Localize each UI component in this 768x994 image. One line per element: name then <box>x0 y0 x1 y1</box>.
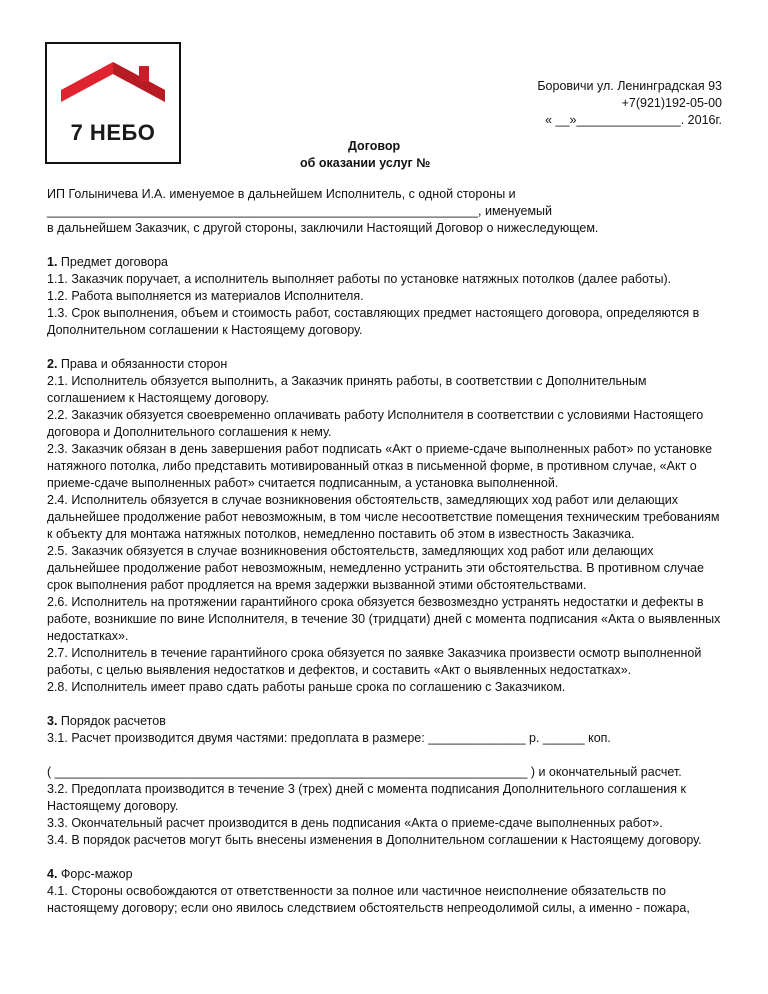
intro-line-1: ИП Голыничева И.А. именуемое в дальнейшем Исполнитель, с одной стороны и <box>47 187 516 201</box>
logo-name: 7 НЕБО <box>70 120 156 145</box>
section-number: 4. <box>47 867 58 881</box>
section-title: Предмет договора <box>57 255 168 269</box>
amount-in-words-line: ( ____________________________________________________________________ ) и окончательный расчет. <box>47 765 682 779</box>
section-title: Права и обязанности сторон <box>57 357 228 371</box>
address-phone: +7(921)192-05-00 <box>621 96 722 110</box>
clause: 2.1. Исполнитель обязуется выполнить, а Заказчик принять работы, в соответствии с Дополнительным соглашением к Настоящему договору. <box>47 374 647 405</box>
address-block <box>537 78 722 129</box>
clause: 3.1. Расчет производится двумя частями: предоплата в размере: ______________ р. ______ коп. <box>47 731 611 745</box>
contract-date: « __»_______________. 2016г. <box>545 113 722 127</box>
clause: 1.3. Срок выполнения, объем и стоимость работ, составляющих предмет настоящего договора, определяются в Дополнительном соглашении к Настоящему договору. <box>47 306 700 337</box>
clause: 2.3. Заказчик обязан в день завершения работ подписать «Акт о приеме-сдаче выполненных работ» по установке натяжного потолка, либо представить мотивированный отказ в письменной форме, в противном случае, «Акт о приеме-сдаче выполненных работ» считается подписанным, а установка выполненной. <box>47 442 713 490</box>
section-title: Форс-мажор <box>57 867 133 881</box>
section-number: 1. <box>47 255 58 269</box>
company-logo <box>45 42 181 164</box>
contract-body <box>47 186 727 917</box>
section-number: 2. <box>47 357 58 371</box>
section-heading <box>47 866 727 883</box>
clause: 2.7. Исполнитель в течение гарантийного срока обязуется по заявке Заказчика произвести осмотр выполненной работы, с целью выявления недостатков и дефектов, и составить «Акт о выявленных недостатках». <box>47 646 702 677</box>
clause: 3.4. В порядок расчетов могут быть внесены изменения в Дополнительном соглашении к Настоящему договору. <box>47 833 702 847</box>
section-heading <box>47 356 727 373</box>
title-line-1: Договор <box>348 139 401 153</box>
clause: 3.2. Предоплата производится в течение 3 (трех) дней с момента подписания Дополнительного соглашения к Настоящему договору. <box>47 782 686 813</box>
clause: 2.2. Заказчик обязуется своевременно оплачивать работу Исполнителя в соответствии с условиями Настоящего договора и Дополнительного соглашения к нему. <box>47 408 704 439</box>
clause: 1.2. Работа выполняется из материалов Исполнителя. <box>47 289 364 303</box>
clause: 2.6. Исполнитель на протяжении гарантийного срока обязуется безвозмездно устранять недостатки и дефекты в работе, возникшие по вине Исполнителя, в течение 30 (тридцати) дней с момента подписания «Акта о выявленных недостатках». <box>47 595 721 643</box>
clause: 3.3. Окончательный расчет производится в день подписания «Акта о приеме-сдаче выполненных работ». <box>47 816 663 830</box>
clause: 4.1. Стороны освобождаются от ответственности за полное или частичное неисполнение обязательств по настоящему договору; если оно явилось следствием обстоятельств непреодолимой силы, а именно - пожара, <box>47 884 690 915</box>
section-heading <box>47 254 727 271</box>
address-street: Боровичи ул. Ленинградская 93 <box>537 79 722 93</box>
intro-line-3: в дальнейшем Заказчик, с другой стороны, заключили Настоящий Договор о нижеследующем. <box>47 221 599 235</box>
title-line-2: об оказании услуг № <box>300 156 431 170</box>
intro-line-2: ______________________________________________________________, именуемый <box>47 204 553 218</box>
section-heading <box>47 713 727 730</box>
clause: 2.4. Исполнитель обязуется в случае возникновения обстоятельств, замедляющих ход работ или делающих дальнейшее продолжение работ невозможным, в том числе несоответствие помещения техническим требованиям к объекту для монтажа натяжных потолков, немедленно поставить об этом в известность Заказчика. <box>47 493 720 541</box>
clause: 2.8. Исполнитель имеет право сдать работы раньше срока по соглашению с Заказчиком. <box>47 680 566 694</box>
clause: 2.5. Заказчик обязуется в случае возникновения обстоятельств, замедляющих ход работ или делающих дальнейшее продолжение работ невозможным, немедленно устранить эти обстоятельства. В противном случае срок выполнения работ продляется на время задержки вызванной этими обстоятельствами. <box>47 544 704 592</box>
section-title: Порядок расчетов <box>57 714 166 728</box>
section-number: 3. <box>47 714 58 728</box>
clause: 1.1. Заказчик поручает, а исполнитель выполняет работы по установке натяжных потолков (далее работы). <box>47 272 672 286</box>
